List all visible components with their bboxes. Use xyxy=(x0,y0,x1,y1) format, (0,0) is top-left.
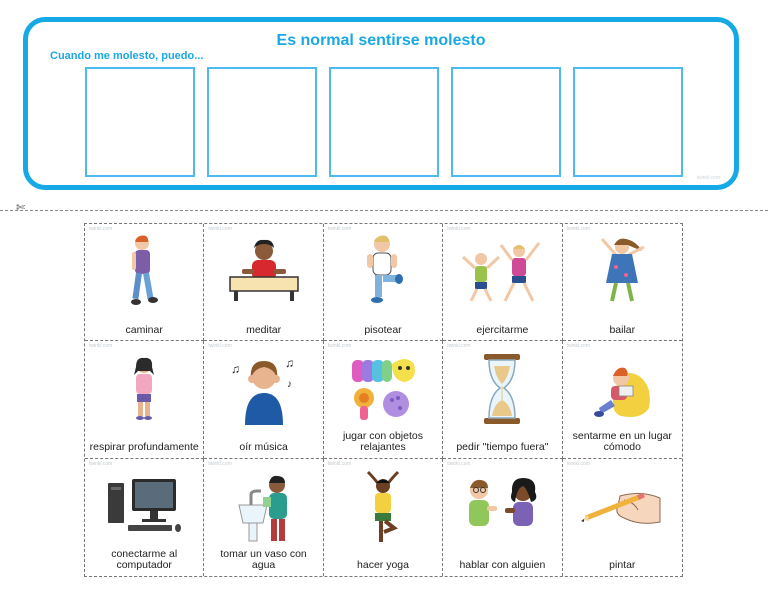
activity-card[interactable] xyxy=(563,459,682,576)
choice-slot-4[interactable] xyxy=(451,67,561,177)
two-children-talking-icon xyxy=(443,465,561,549)
card-watermark: twinkl.com xyxy=(447,343,471,350)
card-watermark: twinkl.com xyxy=(89,343,113,350)
drinking-water-child-icon xyxy=(204,465,322,549)
activity-card[interactable] xyxy=(85,459,204,576)
card-label: tomar un vaso con agua xyxy=(220,547,307,572)
card-watermark: twinkl.com xyxy=(327,226,352,232)
card-label: pedir "tiempo fuera" xyxy=(456,441,549,454)
yoga-child-icon xyxy=(324,465,442,549)
activity-card[interactable] xyxy=(443,224,562,341)
card-watermark: twinkl.com xyxy=(208,343,232,350)
svg-text:♫: ♫ xyxy=(230,362,240,377)
activity-cards-grid xyxy=(84,223,683,577)
listening-music-child-icon xyxy=(204,347,322,431)
fidget-toys-icon xyxy=(324,347,442,431)
card-label: oír música xyxy=(239,441,288,454)
choice-slot-3[interactable] xyxy=(329,67,439,177)
choice-slot-5[interactable] xyxy=(573,67,683,177)
card-watermark: twinkl.com xyxy=(89,460,113,467)
card-label: hablar con alguien xyxy=(459,559,546,572)
card-label: sentarme en un lugar cómodo xyxy=(572,429,672,454)
card-label: pisotear xyxy=(364,323,402,336)
activity-card[interactable] xyxy=(324,224,443,341)
hourglass-icon xyxy=(443,347,561,431)
board-title: Es normal sentirse molesto xyxy=(276,32,486,49)
activity-card[interactable] xyxy=(204,224,323,341)
card-label: hacer yoga xyxy=(357,559,409,572)
activity-card[interactable] xyxy=(324,341,443,458)
stomping-child-icon xyxy=(324,230,442,314)
card-watermark: twinkl.com xyxy=(208,460,232,467)
card-watermark: twinkl.com xyxy=(89,226,113,232)
choice-slot-1[interactable] xyxy=(85,67,195,177)
deep-breathing-girl-icon xyxy=(85,347,203,431)
card-label: bailar xyxy=(609,323,636,336)
beanbag-reading-child-icon xyxy=(563,347,682,431)
activity-card[interactable] xyxy=(85,341,204,458)
computer-icon xyxy=(85,465,203,549)
activity-card[interactable] xyxy=(563,341,682,458)
activity-card[interactable] xyxy=(324,459,443,576)
walking-child-icon xyxy=(85,230,203,314)
card-watermark: twinkl.com xyxy=(327,343,352,350)
card-watermark: twinkl.com xyxy=(327,460,352,467)
card-watermark: twinkl.com xyxy=(447,460,471,467)
activity-card[interactable] xyxy=(204,459,323,576)
svg-text:♫: ♫ xyxy=(284,356,294,371)
dancing-girl-icon xyxy=(563,230,682,314)
card-watermark: twinkl.com xyxy=(566,343,590,350)
activity-card[interactable] xyxy=(443,341,562,458)
svg-text:♪: ♪ xyxy=(286,379,292,391)
choice-board xyxy=(23,17,739,190)
meditating-child-icon xyxy=(204,230,322,314)
card-label: respirar profundamente xyxy=(89,441,199,454)
activity-card[interactable] xyxy=(443,459,562,576)
choice-slot-2[interactable] xyxy=(207,67,317,177)
exercising-children-icon xyxy=(443,230,561,314)
board-subtitle: Cuando me molesto, puedo... xyxy=(50,50,204,62)
card-watermark: twinkl.com xyxy=(208,226,232,232)
card-label: caminar xyxy=(125,323,163,336)
card-watermark: twinkl.com xyxy=(566,226,590,232)
activity-card[interactable] xyxy=(563,224,682,341)
board-watermark: twinkl.com xyxy=(696,175,720,181)
card-label: meditar xyxy=(246,323,282,336)
card-label: jugar con objetos relajantes xyxy=(343,429,423,454)
card-label: conectarme al computador xyxy=(111,547,178,572)
card-watermark: twinkl.com xyxy=(447,226,471,232)
card-label: ejercitarme xyxy=(476,323,529,336)
hand-with-pencil-icon xyxy=(563,465,682,549)
activity-card[interactable] xyxy=(204,341,323,458)
card-watermark: twinkl.com xyxy=(566,460,590,467)
cut-line xyxy=(0,210,768,211)
card-label: pintar xyxy=(609,559,636,572)
scissors-icon: ✄ xyxy=(16,202,26,214)
activity-card[interactable] xyxy=(85,224,204,341)
